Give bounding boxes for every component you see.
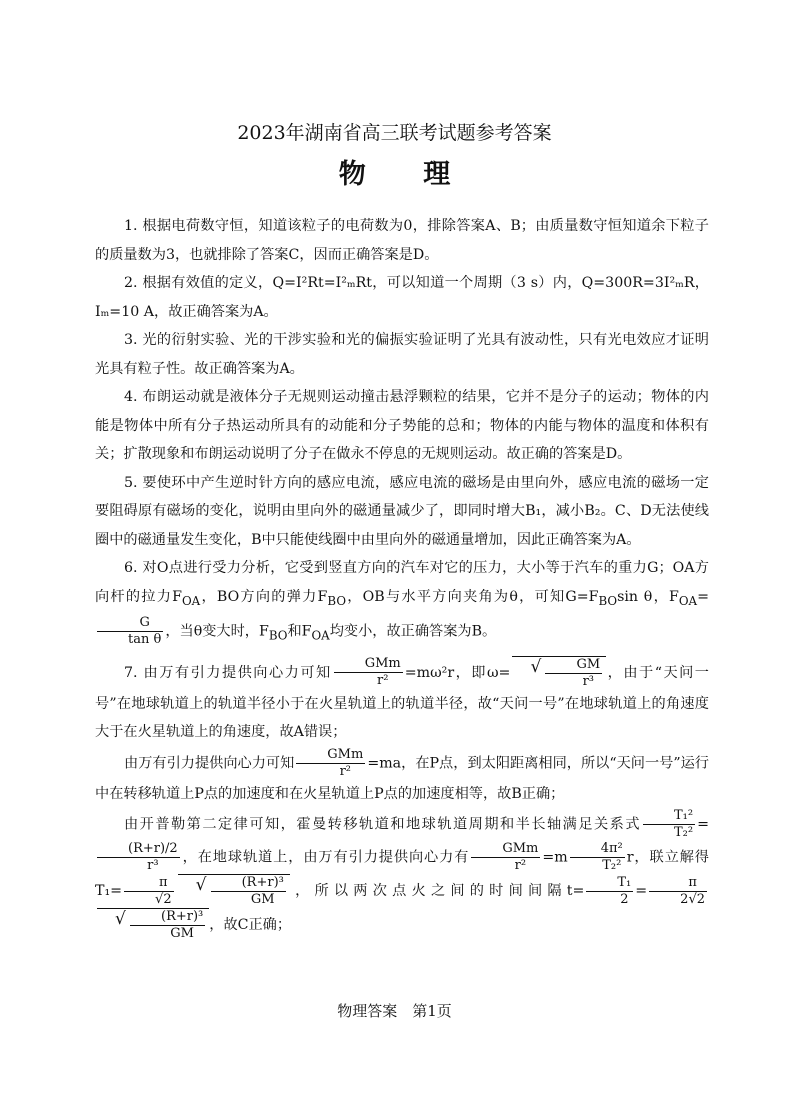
fraction: $\frac{(R+r)/2}{\text{r³}}$ [97,841,180,874]
page-footer: 物理答案 第1页 [337,1002,452,1020]
answer-7-part-b: 由万有引力提供向心力可知 $\frac{\text{GMm}}{\text{r²}}$ =ma，在P点，到太阳距离相同，所以“天问一号”运行中在转移轨道上P点的加速度和在火星轨道上P点的加速度相等，故B正确； [95,746,709,802]
answer-content [95,212,709,942]
answer-7-part-c: 由开普勒第二定律可知，霍曼转移轨道和地球轨道周期和半长轴满足关系式 $\frac{\text{T₁²}}{\text{T₂²}}$ = $\frac{(R+r)/2}{\text{r³}}$ ，在地球轨道上，由万有引力提供向心力有 $\frac{\text{GMm}}{\text{r²}}$ =m $\frac{\text{4π²}}{\text{T₂²}}$ r，联立解得T₁= $\frac{\pi}{√2}$ √ $\frac{\text{(R+r)³}}{GM}$ ，所以两次点火之间的时间间隔t= $\frac{\text{T₁}}{2}$ = $\frac{\pi}{2√2}$ √ $\frac{\text{(R+r)³}}{GM}$ ，故C正确； [95,808,709,942]
fraction: √ $\frac{\text{(R+r)³}}{GM}$ [130,909,205,942]
answer-5: 5. 要使环中产生逆时针方向的感应电流，感应电流的磁场是由里向外，感应电流的磁场一定要阻碍原有磁场的变化，说明由里向外的磁通量减少了，即同时增大B₁，减小B₂。C、D无法使线圈中的磁通量发生变化，B中只能使线圈中由里向外的磁通量增加，因此正确答案为A。 [95,474,709,548]
answer-3: 3. 光的衍射实验、光的干涉实验和光的偏振实验证明了光具有波动性，只有光电效应才证明光具有粒子性。故正确答案为A。 [95,332,709,377]
square-root [97,908,209,942]
fraction: $\frac{\text{GMm}}{\text{r²}}$ [334,656,403,689]
fraction: $\frac{G}{\text{tan θ}}$ [97,615,163,648]
fraction: $\frac{\text{4π²}}{\text{T₂²}}$ [570,841,625,874]
fraction: √ $\frac{GM}{\text{r³}}$ [545,657,602,690]
answer-7-part-a: 7. 由万有引力提供向心力可知 $\frac{\text{GMm}}{\text{r²}}$ =mω²r，即ω= √ $\frac{GM}{\text{r³}}$ ，由于“天问一号”在地球轨道上的轨道半径小于在火星轨道上的轨道半径，故“天问一号”在地球轨道上的角速度大于在火星轨道上的角速度，故A错误； [95,656,709,747]
answer-2: 2. 根据有效值的定义，Q=I²Rt=I²ₘRt，可以知道一个周期（3 s）内，Q=300R=3I²ₘR，Iₘ=10 A，故正确答案为A。 [95,275,709,320]
subject-heading: 物 理 [338,159,475,190]
page-title: 2023年湖南省高三联考试题参考答案 [237,122,552,144]
fraction: $\frac{\text{GMm}}{\text{r²}}$ [296,747,365,780]
square-root [178,874,290,908]
square-root [512,656,606,690]
fraction: $\frac{\text{GMm}}{\text{r²}}$ [471,841,540,874]
answer-4: 4. 布朗运动就是液体分子无规则运动撞击悬浮颗粒的结果，它并不是分子的运动；物体的内能是物体中所有分子热运动所具有的动能和分子势能的总和；物体的内能与物体的温度和体积有关；扩散现象和布朗运动说明了分子在做永不停息的无规则运动。故正确的答案是D。 [95,389,709,462]
answer-1: 1. 根据电荷数守恒，知道该粒子的电荷数为0，排除答案A、B；由质量数守恒知道余下粒子的质量数为3，也就排除了答案C，因而正确答案是D。 [95,218,709,263]
fraction: √ $\frac{\text{(R+r)³}}{GM}$ [211,875,286,908]
fraction: $\frac{\pi}{2√2}$ [649,875,707,908]
fraction: $\frac{\text{T₁}}{2}$ [586,875,633,908]
fraction: $\frac{\pi}{√2}$ [124,875,174,908]
fraction: $\frac{\text{T₁²}}{\text{T₂²}}$ [643,808,695,841]
answer-6: 6. 对O点进行受力分析，它受到竖直方向的汽车对它的压力，大小等于汽车的重力G；OA方向杆的拉力$F_{OA}$，BO方向的弹力$F_{BO}$，OB与水平方向夹角为θ，可知$G=F_{BO}\sin$ θ，$F_{OA}=$ $\frac{G}{\text{tan θ}}$ ，当θ变大时，$F_{BO}$和$F_{OA}$均变小，故正确答案为B。 [95,560,709,647]
